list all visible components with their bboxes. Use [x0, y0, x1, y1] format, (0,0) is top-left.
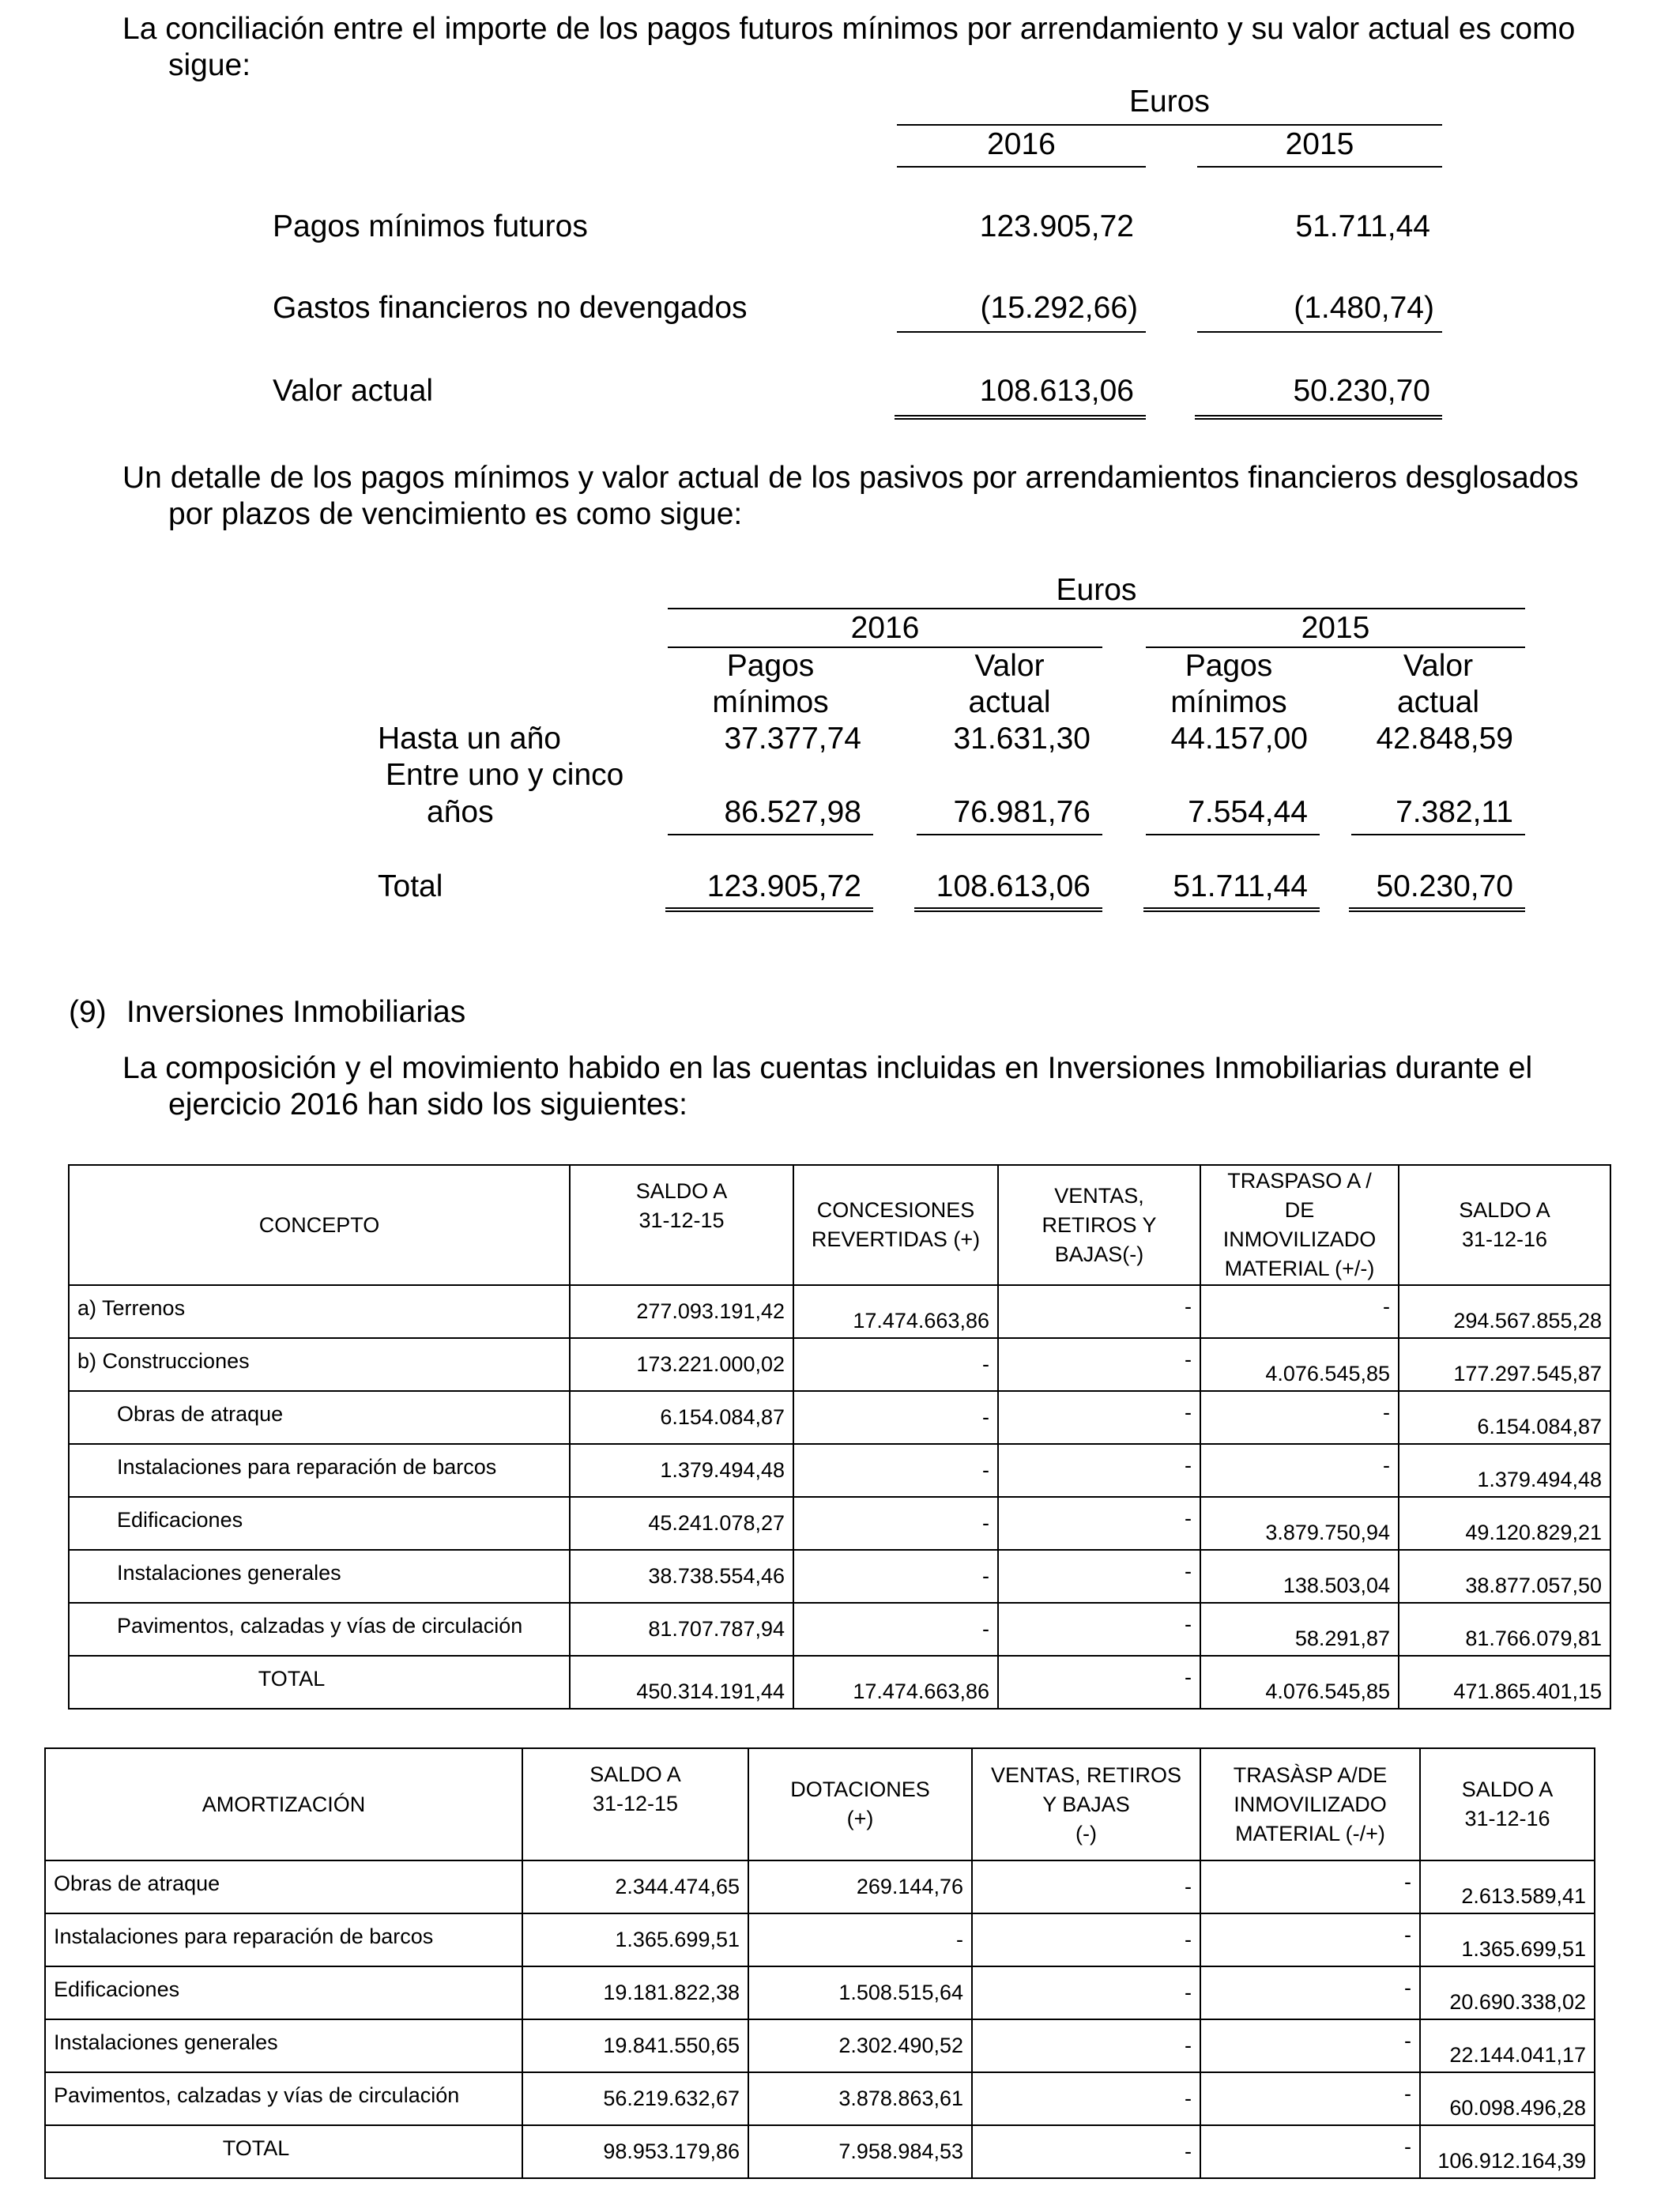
table-row — [69, 1391, 1610, 1444]
cell-dotaciones: 2.302.490,52 — [748, 2019, 972, 2072]
cell-traspaso: - — [1200, 1444, 1399, 1497]
header-line: VENTAS, — [1054, 1183, 1144, 1208]
total-row — [69, 1656, 1610, 1709]
cell-concesiones: - — [793, 1444, 998, 1497]
cell-saldo-final: 106.912.164,39 — [1420, 2125, 1595, 2178]
cell-ventas: - — [972, 1966, 1200, 2019]
cell-traspaso: 58.291,87 — [1200, 1603, 1399, 1656]
value-cell: 44.157,00 — [1170, 722, 1308, 756]
cell-concesiones: 17.474.663,86 — [793, 1656, 998, 1709]
row-label: Pavimentos, calzadas y vías de circulación — [45, 2072, 522, 2125]
row-label: Hasta un año — [378, 722, 562, 756]
table-row — [69, 1338, 1610, 1391]
cell-concesiones: - — [793, 1550, 998, 1603]
year-rule-2015 — [1197, 166, 1442, 168]
row-label: TOTAL — [45, 2125, 522, 2178]
column-header-line: Pagos — [726, 649, 815, 683]
cell-concesiones: - — [793, 1603, 998, 1656]
row-label: Obras de atraque — [69, 1391, 570, 1444]
row-label: Valor actual — [273, 374, 434, 408]
cell-traspaso: 4.076.545,85 — [1200, 1338, 1399, 1391]
column-header — [1351, 648, 1525, 721]
column-header-line: mínimos — [1170, 685, 1287, 719]
amortization-table — [44, 1747, 1595, 2179]
row-label: Gastos financieros no devengados — [273, 291, 748, 325]
cell-saldo-final: 177.297.545,87 — [1399, 1338, 1610, 1391]
cell-saldo-inicial: 173.221.000,02 — [570, 1338, 793, 1391]
value-cell: 51.711,44 — [1173, 869, 1308, 903]
cell-saldo-final: 471.865.401,15 — [1399, 1656, 1610, 1709]
row-label: Pavimentos, calzadas y vías de circulación — [69, 1603, 570, 1656]
section-title: Inversiones Inmobiliarias — [126, 995, 466, 1029]
cell-ventas: - — [998, 1285, 1200, 1338]
column-header-traspaso — [1200, 1165, 1399, 1285]
cell-saldo-inicial: 81.707.787,94 — [570, 1603, 793, 1656]
header-line: 31-12-15 — [592, 1792, 679, 1815]
cell-traspaso: - — [1200, 1285, 1399, 1338]
paragraph-line: sigue: — [168, 48, 251, 82]
table-row — [69, 1603, 1610, 1656]
column-header — [668, 648, 873, 721]
intro-paragraph-1 — [122, 11, 1624, 84]
header-line: MATERIAL (+/-) — [1224, 1257, 1375, 1280]
value-cell: 123.905,72 — [706, 869, 861, 903]
cell-traspaso: 3.879.750,94 — [1200, 1497, 1399, 1550]
cell-ventas: - — [998, 1338, 1200, 1391]
section-number: (9) — [69, 995, 107, 1029]
column-header-amortizacion — [45, 1748, 522, 1860]
cell-dotaciones: - — [748, 1913, 972, 1966]
header-line: BAJAS(-) — [1054, 1242, 1144, 1266]
cell-saldo-inicial: 1.379.494,48 — [570, 1444, 793, 1497]
cell-concesiones: 17.474.663,86 — [793, 1285, 998, 1338]
total-row — [45, 2125, 1595, 2178]
column-header-ventas — [972, 1748, 1200, 1860]
cell-saldo-inicial: 98.953.179,86 — [522, 2125, 748, 2178]
table-row — [45, 1913, 1595, 1966]
cell-saldo-final: 20.690.338,02 — [1420, 1966, 1595, 2019]
cell-saldo-final: 38.877.057,50 — [1399, 1550, 1610, 1603]
table-row — [45, 1966, 1595, 2019]
column-header-saldo-inicial — [522, 1748, 748, 1860]
cell-dotaciones: 1.508.515,64 — [748, 1966, 972, 2019]
column-header-ventas — [998, 1165, 1200, 1285]
table-row — [45, 2019, 1595, 2072]
cell-ventas: - — [972, 2072, 1200, 2125]
cell-traspaso: - — [1200, 1391, 1399, 1444]
row-label: Obras de atraque — [45, 1860, 522, 1913]
column-header-concesiones — [793, 1165, 998, 1285]
value-cell: 42.848,59 — [1376, 722, 1513, 756]
cell-saldo-final: 6.154.084,87 — [1399, 1391, 1610, 1444]
row-label: Instalaciones generales — [69, 1550, 570, 1603]
value-2015: 51.711,44 — [1295, 209, 1430, 243]
row-label: TOTAL — [69, 1656, 570, 1709]
cell-traspaso: - — [1200, 1860, 1420, 1913]
header-line: Y BAJAS — [1042, 1792, 1130, 1816]
column-header-saldo-final — [1399, 1165, 1610, 1285]
cell-concesiones: - — [793, 1391, 998, 1444]
row-label: Pagos mínimos futuros — [273, 209, 588, 243]
cell-traspaso: - — [1200, 1913, 1420, 1966]
column-header-line: Valor — [1403, 649, 1474, 683]
value-cell: 86.527,98 — [724, 795, 861, 829]
cell-traspaso: - — [1200, 2125, 1420, 2178]
header-line: TRASÀSP A/DE — [1233, 1762, 1388, 1787]
row-label: Instalaciones para reparación de barcos — [45, 1913, 522, 1966]
total-double-rule — [665, 907, 873, 912]
header-line: SALDO A — [1459, 1198, 1550, 1222]
column-header-line: Pagos — [1185, 649, 1273, 683]
row-label: Edificaciones — [69, 1497, 570, 1550]
row-label: Total — [378, 869, 443, 903]
subtotal-rule-2015 — [1197, 331, 1442, 333]
column-header-line: actual — [1396, 685, 1480, 719]
intro-paragraph-2 — [122, 460, 1624, 533]
column-header-dotaciones — [748, 1748, 972, 1860]
column-header — [1138, 648, 1320, 721]
cell-ventas: - — [998, 1550, 1200, 1603]
value-cell: 7.554,44 — [1188, 795, 1308, 829]
header-line: SALDO A — [1461, 1777, 1554, 1801]
header-line: 31-12-16 — [1461, 1227, 1548, 1251]
header-line: CONCEPTO — [258, 1212, 380, 1237]
header-line: INMOVILIZADO — [1222, 1227, 1377, 1251]
table-row — [45, 1860, 1595, 1913]
cell-saldo-inicial: 277.093.191,42 — [570, 1285, 793, 1338]
cell-saldo-inicial: 6.154.084,87 — [570, 1391, 793, 1444]
value-2015: 50.230,70 — [1293, 374, 1430, 408]
row-label: Entre uno y cinco — [386, 758, 624, 792]
currency-header: Euros — [1056, 573, 1137, 607]
header-line: 31-12-16 — [1464, 1807, 1550, 1830]
table-row — [69, 1550, 1610, 1603]
cell-ventas: - — [998, 1391, 1200, 1444]
column-header-saldo-inicial — [570, 1165, 793, 1285]
section-intro-paragraph — [122, 1050, 1624, 1123]
cell-ventas: - — [998, 1603, 1200, 1656]
column-header-traspaso — [1200, 1748, 1420, 1860]
cell-saldo-inicial: 19.181.822,38 — [522, 1966, 748, 2019]
cell-saldo-inicial: 450.314.191,44 — [570, 1656, 793, 1709]
year-header-2015: 2015 — [1285, 127, 1354, 161]
row-label: años — [427, 795, 494, 829]
header-line: 31-12-15 — [638, 1208, 725, 1232]
row-label: Edificaciones — [45, 1966, 522, 2019]
total-double-rule-2016 — [895, 415, 1146, 420]
column-header — [917, 648, 1102, 721]
cell-saldo-final: 294.567.855,28 — [1399, 1285, 1610, 1338]
cell-traspaso: - — [1200, 1966, 1420, 2019]
header-line: SALDO A — [590, 1762, 681, 1786]
header-line: (-) — [1075, 1821, 1097, 1845]
header-rule — [897, 124, 1442, 126]
cell-saldo-inicial: 56.219.632,67 — [522, 2072, 748, 2125]
cell-concesiones: - — [793, 1497, 998, 1550]
total-double-rule — [1143, 907, 1320, 912]
table-row — [45, 2072, 1595, 2125]
value-cell: 37.377,74 — [724, 722, 861, 756]
subtotal-rule-2016 — [897, 331, 1146, 333]
column-header-line: mínimos — [712, 685, 829, 719]
cell-traspaso: - — [1200, 2072, 1420, 2125]
value-2016: 108.613,06 — [979, 374, 1134, 408]
paragraph-line: La conciliación entre el importe de los pagos futuros mínimos por arrendamiento y su valor actual es como — [122, 12, 1576, 46]
header-row — [45, 1748, 1595, 1860]
cell-saldo-final: 60.098.496,28 — [1420, 2072, 1595, 2125]
cell-saldo-final: 22.144.041,17 — [1420, 2019, 1595, 2072]
table-row — [69, 1285, 1610, 1338]
column-header-concepto — [69, 1165, 570, 1285]
paragraph-line: por plazos de vencimiento es como sigue: — [168, 497, 743, 531]
cell-saldo-inicial: 38.738.554,46 — [570, 1550, 793, 1603]
column-header-line: Valor — [974, 649, 1045, 683]
value-2016: 123.905,72 — [979, 209, 1134, 243]
cell-dotaciones: 269.144,76 — [748, 1860, 972, 1913]
cell-saldo-inicial: 1.365.699,51 — [522, 1913, 748, 1966]
cell-ventas: - — [972, 1913, 1200, 1966]
cell-saldo-inicial: 2.344.474,65 — [522, 1860, 748, 1913]
cell-traspaso: 138.503,04 — [1200, 1550, 1399, 1603]
year-header-2016: 2016 — [987, 127, 1056, 161]
subtotal-rule — [1351, 834, 1525, 835]
cell-ventas: - — [998, 1656, 1200, 1709]
header-line: VENTAS, RETIROS — [990, 1762, 1182, 1787]
value-cell: 50.230,70 — [1376, 869, 1513, 903]
column-header-line: actual — [968, 685, 1051, 719]
value-cell: 108.613,06 — [936, 869, 1090, 903]
value-cell: 7.382,11 — [1396, 795, 1513, 829]
total-double-rule-2015 — [1195, 415, 1442, 420]
value-2015: (1.480,74) — [1294, 291, 1434, 325]
cell-dotaciones: 7.958.984,53 — [748, 2125, 972, 2178]
row-label: Instalaciones para reparación de barcos — [69, 1444, 570, 1497]
cell-concesiones: - — [793, 1338, 998, 1391]
cell-saldo-final: 81.766.079,81 — [1399, 1603, 1610, 1656]
cell-ventas: - — [972, 2125, 1200, 2178]
cell-saldo-final: 1.379.494,48 — [1399, 1444, 1610, 1497]
header-line: SALDO A — [635, 1179, 728, 1203]
paragraph-line: Un detalle de los pagos mínimos y valor actual de los pasivos por arrendamientos financieros desglosados — [122, 461, 1579, 495]
subtotal-rule — [917, 834, 1102, 835]
cell-ventas: - — [998, 1444, 1200, 1497]
cell-saldo-inicial: 19.841.550,65 — [522, 2019, 748, 2072]
subtotal-rule — [1146, 834, 1320, 835]
investment-movements-table — [68, 1164, 1611, 1710]
header-line: AMORTIZACIÓN — [202, 1792, 366, 1816]
cell-ventas: - — [972, 1860, 1200, 1913]
row-label: a) Terrenos — [69, 1285, 570, 1338]
table-row — [69, 1497, 1610, 1550]
cell-saldo-final: 1.365.699,51 — [1420, 1913, 1595, 1966]
row-label: Instalaciones generales — [45, 2019, 522, 2072]
row-label: b) Construcciones — [69, 1338, 570, 1391]
cell-dotaciones: 3.878.863,61 — [748, 2072, 972, 2125]
column-header-saldo-final — [1420, 1748, 1595, 1860]
year-rule-2016 — [897, 166, 1146, 168]
cell-traspaso: 4.076.545,85 — [1200, 1656, 1399, 1709]
subtotal-rule — [668, 834, 873, 835]
total-double-rule — [914, 907, 1102, 912]
year-header-2015: 2015 — [1301, 611, 1370, 645]
header-line: CONCESIONES — [816, 1198, 975, 1222]
header-line: DE — [1284, 1198, 1315, 1222]
paragraph-line: ejercicio 2016 han sido los siguientes: — [168, 1088, 687, 1122]
cell-saldo-final: 49.120.829,21 — [1399, 1497, 1610, 1550]
header-line: REVERTIDAS (+) — [811, 1227, 981, 1251]
currency-header: Euros — [1129, 85, 1210, 119]
header-line: MATERIAL (-/+) — [1235, 1821, 1385, 1845]
header-line: (+) — [846, 1807, 874, 1830]
year-header-2016: 2016 — [850, 611, 920, 645]
header-line: DOTACIONES — [790, 1777, 930, 1801]
header-row — [69, 1165, 1610, 1285]
header-line: INMOVILIZADO — [1234, 1792, 1387, 1816]
value-2016: (15.292,66) — [980, 291, 1138, 325]
cell-ventas: - — [972, 2019, 1200, 2072]
total-double-rule — [1349, 907, 1525, 912]
cell-traspaso: - — [1200, 2019, 1420, 2072]
header-rule — [668, 608, 1525, 609]
value-cell: 76.981,76 — [953, 795, 1090, 829]
cell-saldo-inicial: 45.241.078,27 — [570, 1497, 793, 1550]
paragraph-line: La composición y el movimiento habido en las cuentas incluidas en Inversiones Inmobiliarias durante el — [122, 1051, 1533, 1085]
cell-ventas: - — [998, 1497, 1200, 1550]
value-cell: 31.631,30 — [953, 722, 1090, 756]
cell-saldo-final: 2.613.589,41 — [1420, 1860, 1595, 1913]
header-line: RETIROS Y — [1042, 1212, 1157, 1237]
header-line: TRASPASO A / — [1227, 1169, 1372, 1193]
table-row — [69, 1444, 1610, 1497]
